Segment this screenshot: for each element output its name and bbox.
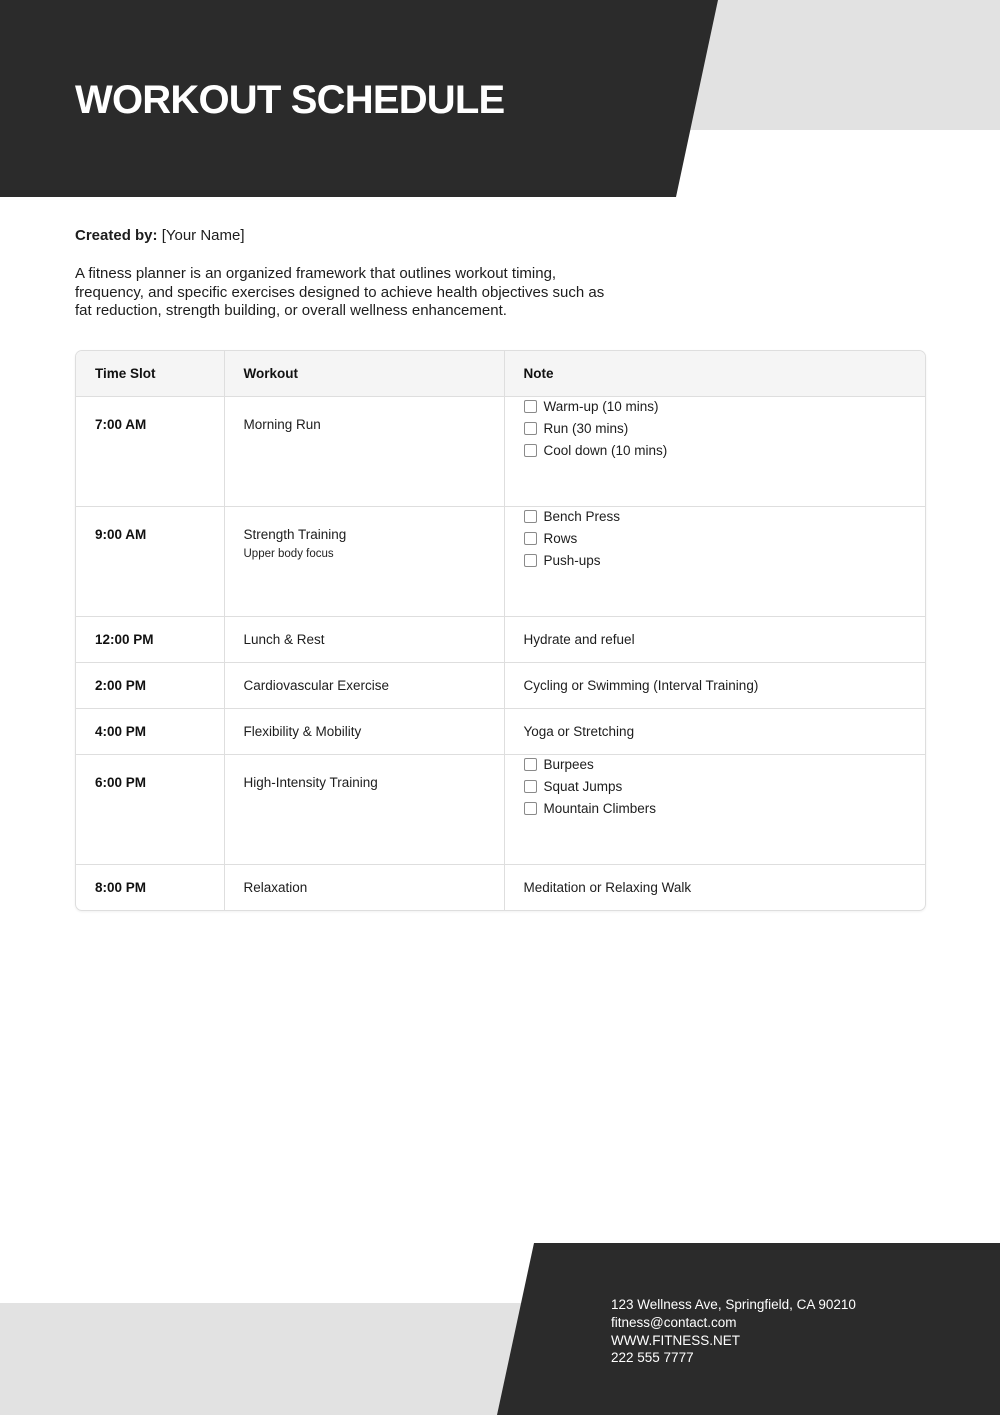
table-row (76, 617, 925, 663)
time-cell: 9:00 AM (76, 507, 224, 617)
table-row (76, 755, 925, 865)
intro-paragraph: A fitness planner is an organized framework that outlines workout timing, frequency, and specific exercises designed to achieve health objectives such as fat reduction, strength building, or overall wellness enhancement. (75, 265, 605, 320)
checkbox[interactable] (524, 780, 537, 793)
header-light-band (688, 0, 1000, 130)
created-by-label: Created by: (75, 227, 158, 244)
checkbox[interactable] (524, 758, 537, 771)
workout-name: Strength Training (243, 527, 347, 542)
checklist (524, 751, 926, 821)
website[interactable]: WWW.FITNESS.NET (611, 1332, 740, 1348)
checklist-item[interactable]: Rows (524, 525, 926, 551)
workout-cell: Morning Run (224, 397, 504, 507)
checkbox[interactable] (524, 444, 537, 457)
checklist (524, 393, 926, 463)
footer-light-band (0, 1303, 540, 1415)
workout-cell: High-Intensity Training (224, 755, 504, 865)
table-row (76, 709, 925, 755)
workout-cell: Flexibility & Mobility (224, 709, 504, 755)
table-row (76, 397, 925, 507)
checklist (524, 503, 926, 573)
checklist-item[interactable]: Squat Jumps (524, 773, 926, 799)
workout-subtitle: Upper body focus (243, 548, 334, 560)
workout-cell: Relaxation (224, 865, 504, 911)
time-cell: 8:00 PM (76, 865, 224, 911)
checkbox[interactable] (524, 422, 537, 435)
schedule-table (75, 350, 926, 911)
checklist-item[interactable]: Run (30 mins) (524, 415, 926, 441)
checkbox[interactable] (524, 510, 537, 523)
table-header-row (76, 351, 925, 397)
note-cell (504, 755, 925, 865)
checklist-item[interactable]: Bench Press (524, 503, 926, 529)
time-cell: 2:00 PM (76, 663, 224, 709)
checklist-item[interactable]: Push-ups (524, 547, 926, 573)
workout-cell: Lunch & Rest (224, 617, 504, 663)
table-row (76, 507, 925, 617)
checkbox[interactable] (524, 802, 537, 815)
workout-cell (224, 507, 504, 617)
note-cell: Meditation or Relaxing Walk (523, 880, 692, 895)
column-header-workout: Workout (224, 351, 504, 397)
checklist-item[interactable]: Warm-up (10 mins) (524, 393, 926, 419)
phone: 222 555 7777 (611, 1350, 694, 1366)
time-cell: 12:00 PM (76, 617, 224, 663)
column-header-note: Note (504, 351, 925, 397)
note-cell: Hydrate and refuel (504, 617, 925, 663)
page-title: WORKOUT SCHEDULE (75, 78, 505, 122)
checklist-item[interactable]: Burpees (524, 751, 926, 777)
time-cell: 4:00 PM (76, 709, 224, 755)
workout-cell: Cardiovascular Exercise (224, 663, 504, 709)
checkbox[interactable] (524, 554, 537, 567)
created-by-value: [Your Name] (161, 227, 245, 244)
email[interactable]: fitness@contact.com (611, 1314, 737, 1330)
created-by (75, 227, 245, 245)
address: 123 Wellness Ave, Springfield, CA 90210 (611, 1297, 856, 1312)
note-cell: Yoga or Stretching (504, 709, 925, 755)
column-header-time: Time Slot (76, 351, 224, 397)
table-row (76, 865, 925, 911)
checkbox[interactable] (524, 532, 537, 545)
time-cell: 6:00 PM (76, 755, 224, 865)
note-cell: Cycling or Swimming (Interval Training) (504, 663, 925, 709)
note-cell (504, 507, 925, 617)
time-cell: 7:00 AM (76, 397, 224, 507)
table-row (76, 663, 925, 709)
contact-info (611, 1296, 856, 1367)
checklist-item[interactable]: Cool down (10 mins) (524, 437, 926, 463)
checkbox[interactable] (524, 400, 537, 413)
note-cell (504, 397, 925, 507)
checklist-item[interactable]: Mountain Climbers (524, 795, 926, 821)
